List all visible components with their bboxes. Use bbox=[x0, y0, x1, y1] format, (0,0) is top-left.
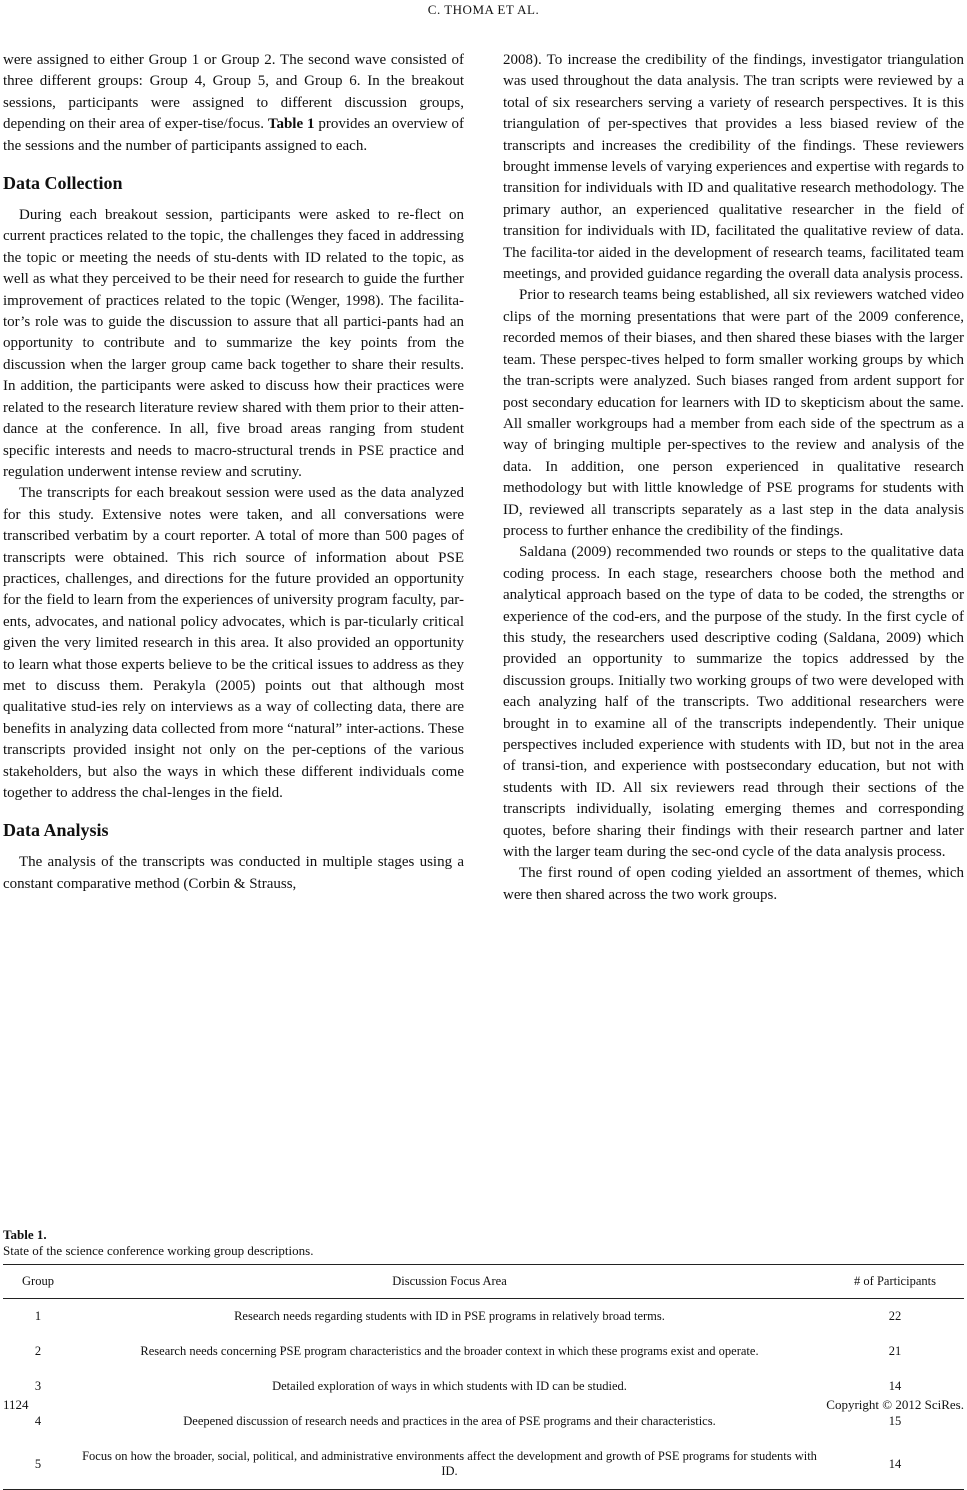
paragraph: 2008). To increase the credibility of the findings, investigator triangulation was used throughout the data analysis. The tran scripts were reviewed by a total of six researchers serving a variety of research perspectives. It is this triangulation of per-spectives that provides a less biased review of the transcripts and increases the credibility of the findings. These reviewers brought immense levels of varying experiences and expertise with regards to transition for individuals with ID and qualitative research methodology. The primary author, an experienced qualitative researcher in the field of transition for individuals with ID, facilitated the qualitative review of data. The facilita-tor aided in the development of research teams, facilitated team meetings, and provided guidance regarding the overall data analysis process. bbox=[503, 52, 964, 283]
table-cell: 5 bbox=[3, 1439, 73, 1490]
table-row bbox=[3, 1334, 964, 1369]
paragraph: The transcripts for each breakout session were used as the data analyzed for this study. Extensive notes were taken, and all conversations were transcribed verbatim by a court reporter. A total of more than 500 pages of transcripts were obtained. This rich source of information about PSE practices, challenges, and directions for the future provided an opportunity for the field to learn from the experiences of university program faculty, par-ents, advocates, and national policy advocates, which is par-ticularly critical given the very limited research in this area. It also provided an opportunity to learn what those experts believe to be the critical issues to address as they met to discuss them. Perakyla (2005) points out that although most qualitative stud-ies rely on interviews as a way of collecting data, there are benefits in analyzing data collected from more “natural” inter-actions. These transcripts provided insight not only on the per-ceptions of the various stakeholders, but also the ways in which these different individuals come together to address the chal-lenges in the field. bbox=[3, 485, 464, 801]
table-container bbox=[3, 1264, 964, 1490]
left-column bbox=[3, 50, 464, 895]
paragraph-text: provides an overview of the sessions and the number of participants assigned to each. bbox=[3, 116, 465, 154]
column-header: Discussion Focus Area bbox=[73, 1265, 826, 1299]
table-header-row bbox=[3, 1265, 964, 1299]
table-row bbox=[3, 1404, 964, 1439]
paragraph: During each breakout session, participants were asked to re-flect on current practices related to the topic, the challenges they faced in addressing the topic or meeting the needs of stu-dents with ID related to the topic, as well as what they perceived to be their need for research to guide the further improvement of practices related to the topic (Wenger, 1998). The facilita-tor’s role was to guide the discussion to assure that all partici-pants had an opportunity to contribute and to summarize the key points from the discussion when the larger group came back together to share their results. In addition, the participants were asked to discuss how their practices were related to the research literature review shared with them prior to their atten-dance at the conference. In all, five broad areas ranging from student specific interests and needs to macro-structural trends in PSE practice and regulation underwent intense review and scrutiny. bbox=[3, 207, 464, 480]
paragraph: The first round of open coding yielded an assortment of themes, which were then shared across the two work groups. bbox=[503, 865, 964, 903]
copyright-notice: Copyright © 2012 SciRes. bbox=[826, 1397, 964, 1412]
paragraph-text: were assigned to either Group 1 or Group 2. The second wave consisted of three different groups: Group 4, Group 5, and Group 6. In the breakout sessions, participants were assigned to different discussion groups, depending on their area of exper-tise/focus. bbox=[3, 52, 464, 133]
table-reference: Table 1 bbox=[267, 116, 315, 133]
page-number: 1124 bbox=[3, 1397, 29, 1412]
running-head: C. THOMA ET AL. bbox=[427, 2, 540, 17]
table-cell: 22 bbox=[888, 1309, 902, 1323]
table-caption-text: State of the science conference working group descriptions. bbox=[3, 1243, 314, 1258]
right-column bbox=[503, 50, 964, 906]
table-cell: 1 bbox=[34, 1309, 42, 1323]
table-caption bbox=[3, 1227, 313, 1259]
paragraph bbox=[3, 50, 464, 157]
table-cell: 3 bbox=[34, 1379, 42, 1393]
table-cell: Research needs concerning PSE program characteristics and the broader context in which these programs exist and operate. bbox=[140, 1344, 759, 1358]
table-cell: 21 bbox=[888, 1344, 902, 1358]
column-header: # of Participants bbox=[826, 1265, 964, 1299]
paragraph: Prior to research teams being established, all six reviewers watched video clips of the morning presentations that were part of the 2009 conference, recorded memos of their biases, and then shared these biases with the larger team. These perspec-tives helped to form smaller working groups by which the tran-scripts were analyzed. Such biases ranged from ardent support for post secondary education for learners with ID to skepticism about the same. All smaller workgroups had a member from each side of the spectrum as a way of bringing multiple per-spectives to the review and analysis of the data. In addition, one person experienced in qualitative research methodology but with little knowledge of PSE programs for students with ID, reviewed all transcripts separately as a last step in the data analysis process to further enhance the credibility of the findings. bbox=[503, 287, 964, 539]
section-heading-data-collection: Data Collection bbox=[3, 173, 123, 194]
table-cell: 14 bbox=[826, 1439, 964, 1490]
table-row bbox=[3, 1439, 964, 1490]
table-cell: 4 bbox=[34, 1414, 42, 1428]
table-cell: Focus on how the broader, social, political, and administrative environments affect the development and growth of PSE programs for students with ID. bbox=[73, 1439, 826, 1490]
column-header: Group bbox=[3, 1265, 73, 1299]
section-heading-data-analysis: Data Analysis bbox=[3, 820, 109, 841]
table-label: Table 1. bbox=[3, 1227, 47, 1242]
table-row bbox=[3, 1369, 964, 1404]
data-table bbox=[3, 1264, 964, 1490]
table-row bbox=[3, 1299, 964, 1335]
table-cell: Detailed exploration of ways in which students with ID can be studied. bbox=[272, 1379, 627, 1393]
table-cell: 15 bbox=[888, 1414, 902, 1428]
paragraph: Saldana (2009) recommended two rounds or steps to the qualitative data coding process. In each stage, researchers choose both the method and analytical approach based on the type of data to be coded, the strengths or experience of the cod-ers, and the purpose of the study. In the first cycle of this study, the researchers used descriptive coding (Saldana, 2009) which provided an opportunity to summarize the topics addressed by the discussion groups. Initially two working groups of two were developed with each analyzing half of the transcripts. Two additional researchers were brought in to examine all of the transcripts independently. Their unique perspectives included experience with students with ID, but not in the area of transi-tion, and experience with postsecondary education, but not with students with ID. All six reviewers read through their sections of the transcripts individually, isolating emerging themes and corresponding quotes, before sharing their findings with their research partner and later with the larger team during the sec-ond cycle of the data analysis process. bbox=[503, 544, 964, 861]
table-cell: 14 bbox=[888, 1379, 902, 1393]
table-cell: 2 bbox=[34, 1344, 42, 1358]
paragraph: The analysis of the transcripts was conducted in multiple stages using a constant comparative method (Corbin & Strauss, bbox=[3, 854, 464, 892]
table-cell: Research needs regarding students with ID in PSE programs in relatively broad terms. bbox=[234, 1309, 665, 1323]
table-cell: Deepened discussion of research needs and practices in the area of PSE programs and their characteristics. bbox=[183, 1414, 716, 1428]
